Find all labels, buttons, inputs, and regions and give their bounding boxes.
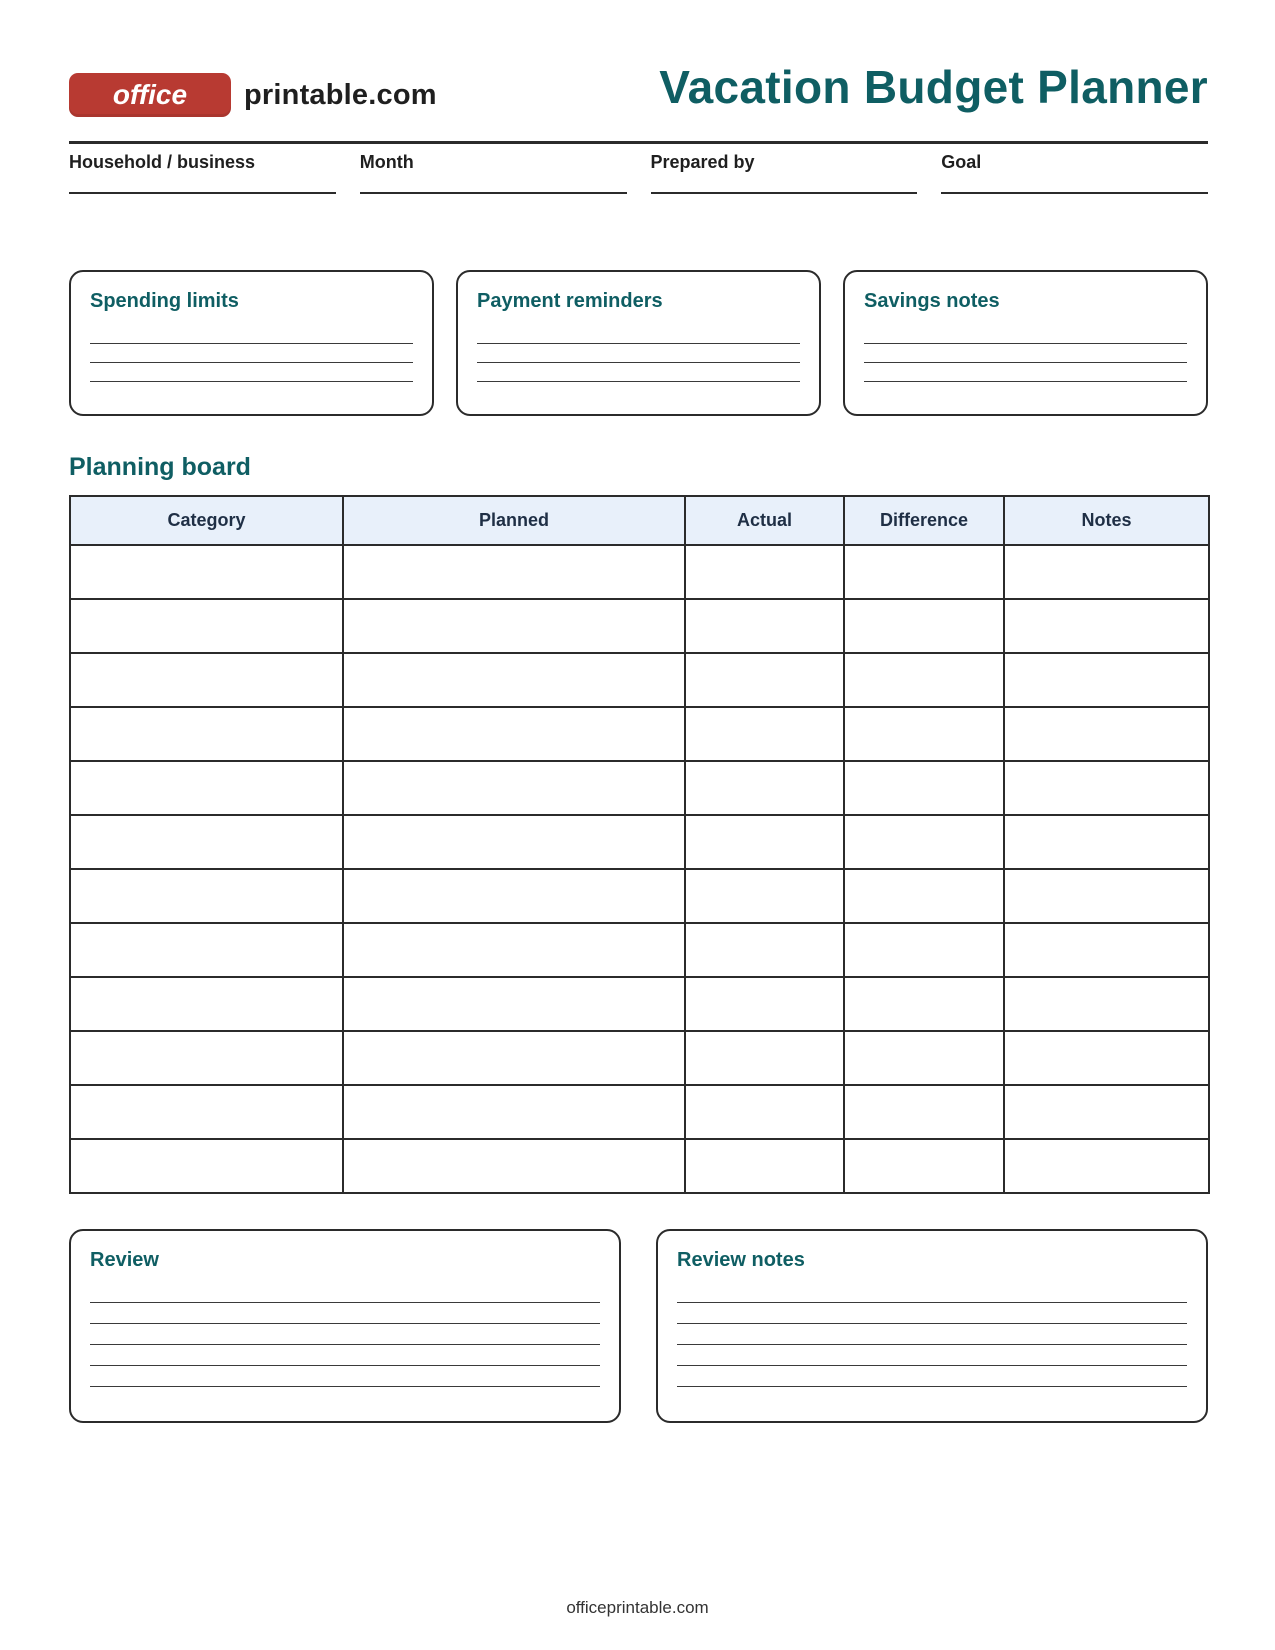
- planning-board-table: [69, 495, 1210, 1194]
- table-row: [70, 599, 1209, 653]
- table-cell-notes[interactable]: [1004, 1139, 1209, 1193]
- box-title: Payment reminders: [477, 290, 663, 312]
- table-cell-actual[interactable]: [685, 869, 844, 923]
- table-cell-category[interactable]: [70, 599, 343, 653]
- table-cell-difference[interactable]: [844, 1085, 1004, 1139]
- box-title: Review notes: [677, 1249, 805, 1271]
- column-header-category: Category: [70, 496, 343, 545]
- table-cell-notes[interactable]: [1004, 869, 1209, 923]
- brand-logo: [69, 72, 437, 118]
- table-cell-difference[interactable]: [844, 977, 1004, 1031]
- table-cell-difference[interactable]: [844, 923, 1004, 977]
- table-cell-notes[interactable]: [1004, 923, 1209, 977]
- table-cell-actual[interactable]: [685, 761, 844, 815]
- table-row: [70, 869, 1209, 923]
- table-cell-notes[interactable]: [1004, 1031, 1209, 1085]
- write-line: [677, 1386, 1187, 1387]
- table-cell-notes[interactable]: [1004, 599, 1209, 653]
- table-cell-category[interactable]: [70, 815, 343, 869]
- field-label: Goal: [941, 152, 982, 172]
- table-cell-difference[interactable]: [844, 1031, 1004, 1085]
- field-month[interactable]: [360, 152, 627, 194]
- write-line: [90, 362, 413, 363]
- column-header-difference: Difference: [844, 496, 1004, 545]
- table-header-row: [70, 496, 1209, 545]
- table-row: [70, 761, 1209, 815]
- table-cell-notes[interactable]: [1004, 761, 1209, 815]
- table-cell-actual[interactable]: [685, 707, 844, 761]
- table-cell-actual[interactable]: [685, 545, 844, 599]
- table-cell-actual[interactable]: [685, 977, 844, 1031]
- write-line: [90, 1344, 600, 1345]
- table-cell-planned[interactable]: [343, 869, 685, 923]
- table-cell-notes[interactable]: [1004, 977, 1209, 1031]
- table-cell-planned[interactable]: [343, 599, 685, 653]
- box-title: Review: [90, 1249, 159, 1271]
- table-cell-difference[interactable]: [844, 599, 1004, 653]
- planning-board-title: Planning board: [69, 453, 251, 481]
- column-header-notes: Notes: [1004, 496, 1209, 545]
- table-cell-difference[interactable]: [844, 815, 1004, 869]
- table-row: [70, 545, 1209, 599]
- table-cell-notes[interactable]: [1004, 1085, 1209, 1139]
- table-cell-actual[interactable]: [685, 653, 844, 707]
- table-row: [70, 707, 1209, 761]
- table-cell-actual[interactable]: [685, 923, 844, 977]
- table-cell-notes[interactable]: [1004, 707, 1209, 761]
- table-cell-category[interactable]: [70, 1031, 343, 1085]
- write-line: [864, 343, 1187, 344]
- table-cell-notes[interactable]: [1004, 815, 1209, 869]
- table-cell-actual[interactable]: [685, 1031, 844, 1085]
- write-line: [677, 1302, 1187, 1303]
- field-label: Household / business: [69, 152, 256, 172]
- table-body: [70, 545, 1209, 1193]
- table-cell-notes[interactable]: [1004, 545, 1209, 599]
- field-label: Prepared by: [650, 152, 755, 172]
- table-cell-planned[interactable]: [343, 545, 685, 599]
- footer-url: officeprintable.com: [566, 1598, 709, 1617]
- savings-notes-box[interactable]: [843, 270, 1208, 416]
- write-line: [90, 1323, 600, 1324]
- table-cell-difference[interactable]: [844, 869, 1004, 923]
- write-line: [477, 381, 800, 382]
- table-cell-difference[interactable]: [844, 1139, 1004, 1193]
- table-cell-planned[interactable]: [343, 707, 685, 761]
- table-row: [70, 1085, 1209, 1139]
- write-line: [677, 1323, 1187, 1324]
- logo-word: office: [112, 79, 188, 110]
- table-cell-category[interactable]: [70, 761, 343, 815]
- write-line: [677, 1365, 1187, 1366]
- write-line: [677, 1344, 1187, 1345]
- table-cell-category[interactable]: [70, 707, 343, 761]
- table-cell-difference[interactable]: [844, 653, 1004, 707]
- field-label: Month: [359, 152, 414, 172]
- table-row: [70, 653, 1209, 707]
- table-cell-planned[interactable]: [343, 977, 685, 1031]
- box-title: Spending limits: [90, 290, 239, 312]
- table-cell-difference[interactable]: [844, 761, 1004, 815]
- write-line: [90, 343, 413, 344]
- table-cell-difference[interactable]: [844, 707, 1004, 761]
- review-notes-box[interactable]: [656, 1229, 1208, 1423]
- review-box[interactable]: [69, 1229, 621, 1423]
- column-header-planned: Planned: [343, 496, 685, 545]
- page-title: Vacation Budget Planner: [659, 61, 1208, 113]
- table-cell-planned[interactable]: [343, 923, 685, 977]
- table-cell-category[interactable]: [70, 977, 343, 1031]
- header-fields: [69, 152, 1208, 194]
- column-header-actual: Actual: [685, 496, 844, 545]
- table-cell-actual[interactable]: [685, 815, 844, 869]
- write-line: [477, 362, 800, 363]
- field-goal[interactable]: [941, 152, 1208, 194]
- table-cell-planned[interactable]: [343, 761, 685, 815]
- table-cell-planned[interactable]: [343, 653, 685, 707]
- table-row: [70, 977, 1209, 1031]
- write-line: [90, 1302, 600, 1303]
- table-cell-category[interactable]: [70, 869, 343, 923]
- table-row: [70, 1031, 1209, 1085]
- table-cell-notes[interactable]: [1004, 653, 1209, 707]
- logo-domain: printable.com: [244, 78, 437, 111]
- field-household[interactable]: [69, 152, 336, 194]
- write-line: [864, 362, 1187, 363]
- table-cell-actual[interactable]: [685, 1139, 844, 1193]
- box-title: Savings notes: [864, 290, 1000, 312]
- field-prepared-by[interactable]: [651, 152, 918, 194]
- table-cell-planned[interactable]: [343, 1085, 685, 1139]
- table-cell-planned[interactable]: [343, 1031, 685, 1085]
- table-cell-planned[interactable]: [343, 1139, 685, 1193]
- table-cell-actual[interactable]: [685, 599, 844, 653]
- payment-reminders-box[interactable]: [456, 270, 821, 416]
- table-row: [70, 815, 1209, 869]
- table-cell-actual[interactable]: [685, 1085, 844, 1139]
- table-row: [70, 1139, 1209, 1193]
- logo-badge: [69, 73, 231, 117]
- table-cell-category[interactable]: [70, 1085, 343, 1139]
- table-cell-category[interactable]: [70, 1139, 343, 1193]
- write-line: [90, 1386, 600, 1387]
- write-line: [90, 381, 413, 382]
- table-cell-category[interactable]: [70, 923, 343, 977]
- table-cell-planned[interactable]: [343, 815, 685, 869]
- spending-limits-box[interactable]: [69, 270, 434, 416]
- header-divider: [69, 141, 1208, 144]
- write-line: [864, 381, 1187, 382]
- write-line: [477, 343, 800, 344]
- table-cell-category[interactable]: [70, 545, 343, 599]
- table-cell-category[interactable]: [70, 653, 343, 707]
- write-line: [90, 1365, 600, 1366]
- table-cell-difference[interactable]: [844, 545, 1004, 599]
- table-row: [70, 923, 1209, 977]
